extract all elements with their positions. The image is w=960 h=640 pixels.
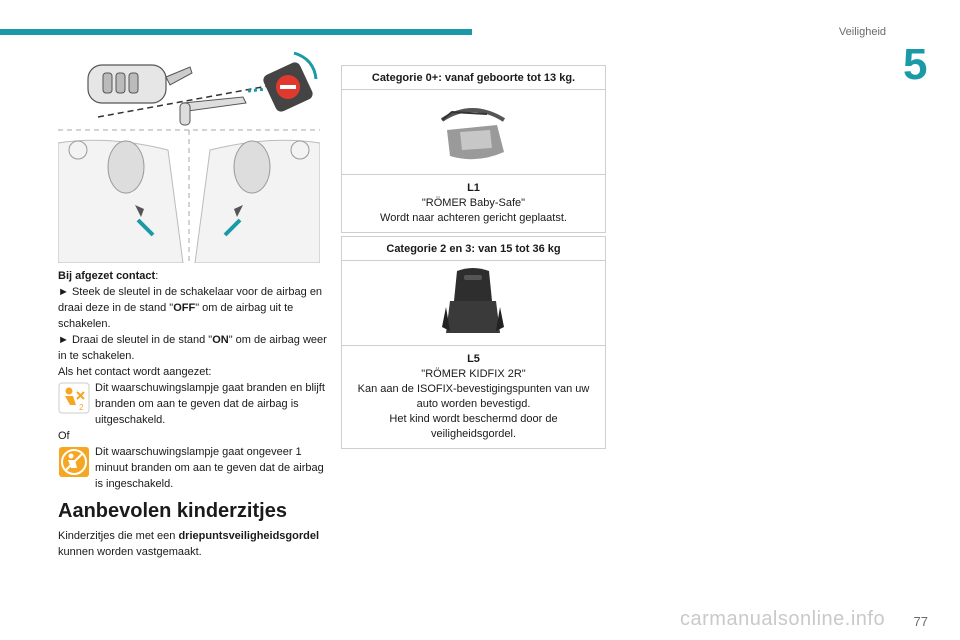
- dashboard-left-view: [58, 140, 183, 263]
- watermark: carmanualsonline.info: [680, 608, 886, 630]
- seat-card-l5: [341, 236, 606, 449]
- warning-row-on: Dit waarschuwingslampje gaat ongeveer 1 minuut branden om aan te geven dat de airbag is ingeschakeld.: [58, 444, 328, 492]
- recommended-seats-heading: Aanbevolen kinderzitjes: [58, 500, 287, 522]
- airbag-off-warning-icon: [58, 382, 90, 414]
- seat-name: "RÖMER KIDFIX 2R": [421, 368, 526, 380]
- chapter-number: 5: [903, 40, 928, 89]
- airbag-switch-illustration: [58, 45, 320, 263]
- infant-carrier-icon: [342, 90, 605, 174]
- svg-text:2: 2: [79, 403, 84, 412]
- page-number: 77: [913, 614, 928, 629]
- airbag-on-warning-icon: [58, 446, 90, 478]
- seat-description: Wordt naar achteren gericht geplaatst.: [380, 212, 567, 224]
- key-fob-icon: [88, 65, 192, 103]
- key-icon: [180, 97, 246, 125]
- airbag-switch-icon: [248, 53, 316, 114]
- seat-description-extra: Het kind wordt beschermd door de veiligheidsgordel.: [389, 413, 558, 440]
- seat-category: Categorie 0+: vanaf geboorte tot 13 kg.: [342, 66, 605, 90]
- or-text: Of: [58, 430, 70, 442]
- contact-on-text: Als het contact wordt aangezet:: [58, 366, 212, 378]
- seat-code: L5: [467, 353, 480, 365]
- seat-image: [342, 90, 605, 175]
- recommended-seats-text: Kinderzitjes die met een driepuntsveiligheidsgordel kunnen worden vastgemaakt.: [58, 530, 320, 558]
- warning-row-off: 2 Dit waarschuwingslampje gaat branden en blijft branden om aan te geven dat de airbag is uitgeschakeld.: [58, 380, 328, 428]
- seat-code: L1: [467, 182, 480, 194]
- seat-name: "RÖMER Baby-Safe": [421, 197, 526, 209]
- dashboard-right-view: [195, 140, 320, 263]
- section-title: Veiligheid: [838, 26, 886, 38]
- seat-image: [342, 261, 605, 346]
- seat-description: Kan aan de ISOFIX-bevestigingspunten van uw auto worden bevestigd.: [357, 383, 590, 410]
- seat-category: Categorie 2 en 3: van 15 tot 36 kg: [342, 237, 605, 261]
- header-accent-bar: [0, 29, 472, 35]
- seat-card-l1: [341, 65, 606, 233]
- booster-seat-icon: [342, 261, 605, 345]
- airbag-instructions: Bij afgezet contact: ► Steek de sleutel in de schakelaar voor de airbag en draai deze in de stand "OFF" om de airbag uit te schakelen. ► Draai de sleutel in de stand "ON" om de airbag weer in te schakelen. Als het contact wordt aangezet: 2 Dit waarschuwingslampje gaat branden en blijft branden om aan te geven dat de airbag is uitgeschakeld. Of Dit waarschuwingslampje gaat ongeveer 1 minuut branden om aan te geven dat de airbag is ingeschakeld.: [58, 270, 327, 490]
